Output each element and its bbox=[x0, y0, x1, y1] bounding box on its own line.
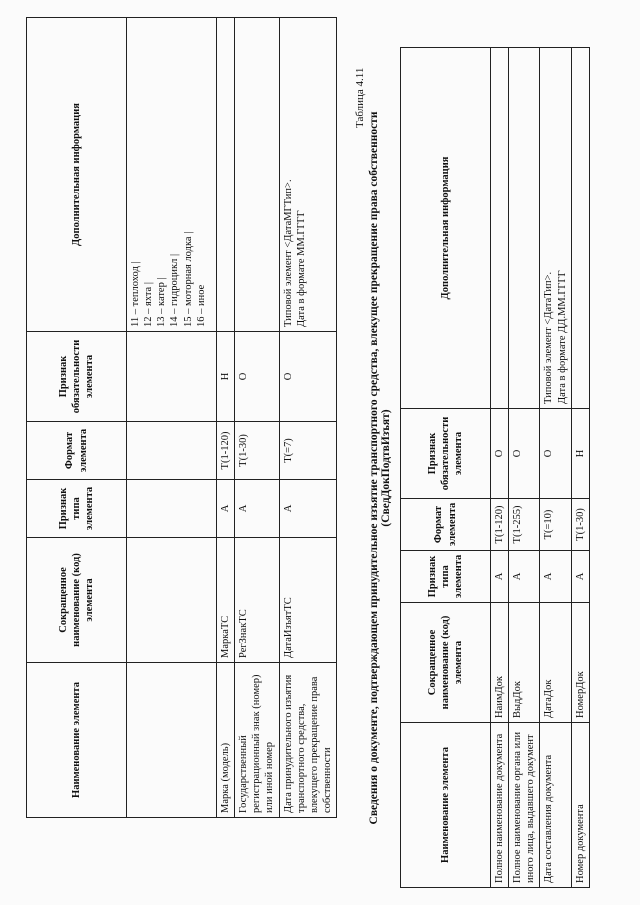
table-row bbox=[540, 48, 571, 888]
table-cell: НаимДок bbox=[491, 603, 509, 723]
table-cell: Н bbox=[217, 332, 235, 422]
table-cell: Дата составления документа bbox=[540, 723, 571, 888]
header-cell: Наименование элемента bbox=[27, 663, 127, 818]
table-number: Таблица 4.11 bbox=[354, 67, 366, 128]
table-cell bbox=[571, 48, 589, 409]
table-cell: А bbox=[509, 551, 540, 603]
table-cell: А bbox=[491, 551, 509, 603]
table-row bbox=[127, 18, 217, 818]
table-row bbox=[509, 48, 540, 888]
table-cell: А bbox=[571, 551, 589, 603]
table-cell: Типовой элемент <ДатаТип>. Дата в формате ДД.ММ.ГГГГ bbox=[540, 48, 571, 409]
table-cell: Марка (модель) bbox=[217, 663, 235, 818]
table-header-row bbox=[27, 18, 127, 818]
table-cell: Т(=7) bbox=[279, 422, 337, 480]
header-cell: Формат элемента bbox=[27, 422, 127, 480]
table-cell bbox=[127, 422, 217, 480]
table-row bbox=[217, 18, 235, 818]
table-cell: Полное наименование документа bbox=[491, 723, 509, 888]
table-cell: Т(1-120) bbox=[491, 499, 509, 551]
header-cell: Сокращенное наименование (код) элемента bbox=[401, 603, 491, 723]
header-cell: Дополнительная информация bbox=[27, 18, 127, 332]
table-row bbox=[279, 18, 337, 818]
header-cell: Наименование элемента bbox=[401, 723, 491, 888]
table-header-row bbox=[401, 48, 491, 888]
header-cell: Признак обязательности элемента bbox=[401, 409, 491, 499]
table-cell: Номер документа bbox=[571, 723, 589, 888]
table-cell bbox=[491, 48, 509, 409]
table-cell: А bbox=[540, 551, 571, 603]
table-row bbox=[235, 18, 279, 818]
table-cell: А bbox=[217, 480, 235, 538]
table-cell: А bbox=[279, 480, 337, 538]
table-row bbox=[571, 48, 589, 888]
table-cell bbox=[509, 48, 540, 409]
table-caption: Сведения о документе, подтверждающем принудительное изъятие транспортного средства, влекущее прекращение права собственности (СведДокПодтвИзъят) bbox=[368, 111, 392, 825]
table-cell: Т(=10) bbox=[540, 499, 571, 551]
table-cell: О bbox=[279, 332, 337, 422]
table-cell: Дата принудительного изъятия транспортного средства, влекущего прекращение права собственности bbox=[279, 663, 337, 818]
table-cell: О bbox=[235, 332, 279, 422]
header-cell: Дополнительная информация bbox=[401, 48, 491, 409]
table-cell: НомерДок bbox=[571, 603, 589, 723]
table-row bbox=[491, 48, 509, 888]
table-cell: О bbox=[509, 409, 540, 499]
table-cell: ДатаДок bbox=[540, 603, 571, 723]
table-cell bbox=[127, 332, 217, 422]
table-cell bbox=[127, 663, 217, 818]
elements-table-continued bbox=[26, 17, 337, 818]
header-cell: Сокращенное наименование (код) элемента bbox=[27, 538, 127, 663]
rotated-content bbox=[8, 18, 608, 888]
table-cell: Н bbox=[571, 409, 589, 499]
header-cell: Признак типа элемента bbox=[27, 480, 127, 538]
table-cell: 11 – теплоход | 12 – яхта | 13 – катер | 14 – гидроцикл | 15 – моторная лодка | 16 – иное bbox=[127, 18, 217, 332]
table-cell: Государственный регистрационный знак (номер) или иной номер bbox=[235, 663, 279, 818]
table-cell: Полное наименование органа или иного лица, выдавшего документ bbox=[509, 723, 540, 888]
header-cell: Признак типа элемента bbox=[401, 551, 491, 603]
table-cell: РегЗнакТС bbox=[235, 538, 279, 663]
document-info-table bbox=[400, 47, 590, 888]
table-cell bbox=[235, 18, 279, 332]
table-cell: Т(1-30) bbox=[235, 422, 279, 480]
table-cell: Т(1-120) bbox=[217, 422, 235, 480]
table-cell: О bbox=[540, 409, 571, 499]
header-cell: Формат элемента bbox=[401, 499, 491, 551]
table-cell bbox=[217, 18, 235, 332]
table-cell: Типовой элемент <ДатаМГТип>. Дата в формате ММ.ГГГГ bbox=[279, 18, 337, 332]
header-cell: Признак обязательности элемента bbox=[27, 332, 127, 422]
table-cell bbox=[127, 480, 217, 538]
table-cell: Т(1-30) bbox=[571, 499, 589, 551]
table-cell: А bbox=[235, 480, 279, 538]
table-cell: Т(1-255) bbox=[509, 499, 540, 551]
table-cell: МаркаТС bbox=[217, 538, 235, 663]
table-cell: О bbox=[491, 409, 509, 499]
table-cell bbox=[127, 538, 217, 663]
table-cell: ВыдДок bbox=[509, 603, 540, 723]
table-cell: ДатаИзъятТС bbox=[279, 538, 337, 663]
